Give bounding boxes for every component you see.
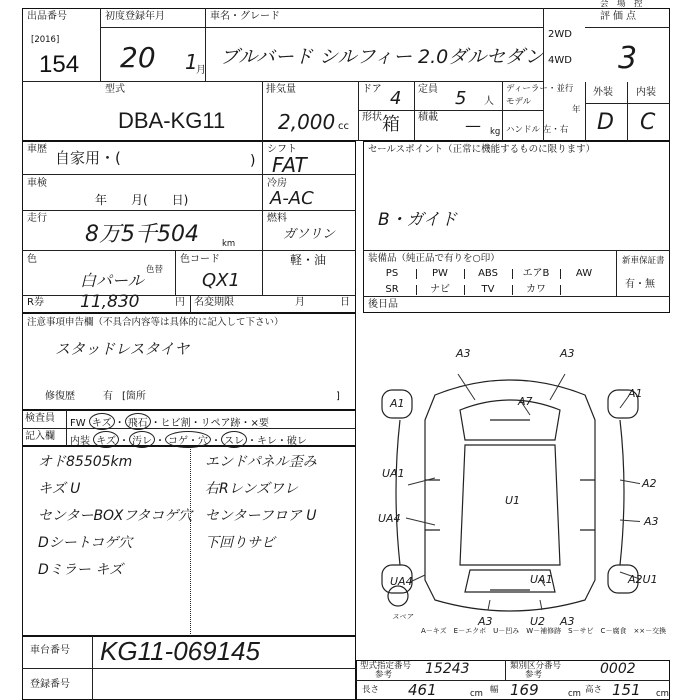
inspector-label-2: 記入欄 — [25, 431, 55, 442]
damage-label-spare: スペア — [392, 613, 413, 621]
recycle-label: R券 — [27, 297, 44, 308]
displacement-unit: cc — [338, 121, 349, 132]
int-tear: キレ・破レ — [257, 436, 307, 447]
capacity-value: 5 — [455, 88, 467, 109]
interior-value: C — [640, 110, 656, 135]
int-scratch: キズ — [93, 431, 119, 448]
remark-right-item: センターフロア U — [205, 508, 317, 524]
title-transfer-day: 日 — [340, 297, 350, 308]
width-unit: cm — [568, 689, 581, 699]
chassis-value: KG11-069145 — [100, 636, 260, 666]
damage-label-left-mid: UA1 — [382, 467, 405, 480]
inspector-row-1: FW キズ ・ 飛石 ・ヒビ割・リペア跡・×要 — [70, 413, 269, 430]
model-year-unit: 年 — [572, 105, 581, 115]
dealer-label: ディーラー・並行 — [506, 84, 574, 94]
displacement-label: 排気量 — [266, 84, 296, 95]
color-tone-label: 色替 — [146, 265, 164, 275]
fw-scratch: キズ — [89, 413, 115, 430]
repair-close: ] — [336, 391, 340, 402]
title-transfer-label: 名変期限 — [194, 297, 234, 308]
doors-label: ドア — [362, 84, 382, 95]
color-code-label: 色コード — [180, 254, 220, 265]
fw-label: FW — [70, 418, 86, 429]
equipment-item: PW — [416, 269, 465, 279]
damage-label-right-mid: A2 — [642, 477, 657, 490]
first-reg-year: 20 — [120, 41, 156, 74]
damage-label-right-bottom: A2U1 — [628, 573, 658, 586]
equipment-item: AW — [575, 268, 593, 279]
height-label: 高さ — [585, 685, 603, 695]
color-label: 色 — [27, 254, 37, 265]
color-code-value: QX1 — [202, 270, 240, 291]
equipment-item: PS — [368, 269, 417, 279]
shift-label: シフト — [267, 144, 297, 155]
height-value: 151 — [612, 681, 641, 699]
width-label: 幅 — [490, 685, 499, 695]
model-year-label: モデル — [506, 97, 532, 107]
equipment-item: TV — [464, 285, 513, 295]
model-value: DBA-KG11 — [118, 108, 226, 133]
designation-ref: 参考 — [375, 670, 393, 680]
damage-label-left-lower: UA4 — [378, 512, 401, 525]
model-label: 型式 — [105, 84, 125, 95]
load-unit: kg — [490, 127, 501, 137]
damage-label-roof: A7 — [518, 395, 533, 408]
mileage-value: 8万5千504 — [85, 222, 199, 247]
remark-right-item: 下回りサビ — [205, 535, 275, 551]
load-value: — — [465, 116, 481, 135]
warranty-label: 新車保証書 — [622, 256, 665, 266]
damage-label-bottom-right: A3 — [560, 615, 575, 628]
equipment-item: ナビ — [416, 285, 465, 295]
remark-right-item: エンドパネル歪み — [205, 454, 317, 470]
lot-number: 154 — [39, 51, 80, 78]
selling-points-value: B・ガイド — [378, 210, 458, 230]
interior-label: 内装 — [636, 87, 656, 98]
history-close: ) — [250, 153, 256, 169]
damage-label-top-right: A3 — [560, 347, 575, 360]
damage-label-top-left: A3 — [456, 347, 471, 360]
title-transfer-month: 月 — [295, 297, 305, 308]
ac-value: A-AC — [270, 188, 314, 209]
fuel-value: ガソリン — [283, 227, 336, 242]
repair-opt: 有 — [103, 391, 113, 402]
damage-label-center: U1 — [505, 494, 521, 507]
first-reg-month: 1 — [185, 50, 198, 74]
exterior-label: 外装 — [593, 87, 613, 98]
length-unit: cm — [470, 689, 483, 699]
damage-label-bottom-left: A3 — [478, 615, 493, 628]
inspector-label-1: 検査員 — [25, 413, 55, 424]
damage-label-right-lower: A3 — [644, 515, 659, 528]
capacity-unit: 人 — [484, 96, 494, 107]
history-value: 自家用・( — [55, 149, 121, 167]
notes-value: スタッドレスタイヤ — [55, 340, 190, 358]
displacement-value: 2,000 — [278, 110, 336, 134]
remark-right-item: 右Rレンズワレ — [205, 481, 298, 497]
notes-label: 注意事項申告欄（不具合内容等は具体的に記入して下さい） — [27, 317, 284, 328]
exterior-value: D — [597, 110, 614, 135]
fw-crack: ヒビ割 — [160, 418, 191, 429]
lot-label: 出品番号 — [27, 11, 67, 22]
score-label: 評価点 — [600, 11, 639, 22]
designation-label: 型式指定番号 — [360, 661, 412, 671]
recycle-unit: 円 — [175, 297, 185, 308]
load-label: 積載 — [418, 112, 438, 123]
recycle-value: 11,830 — [80, 292, 140, 312]
remark-left-item: Dミラー キズ — [38, 562, 123, 578]
designation-value: 15243 — [425, 661, 470, 677]
repair-label: 修復歴 — [45, 391, 75, 402]
registration-label: 登録番号 — [30, 679, 70, 690]
inspection-label: 車検 — [27, 178, 47, 189]
equipment-item: カワ — [512, 285, 561, 295]
shape-value: 箱 — [382, 114, 400, 135]
repair-place: [箇所 — [122, 391, 146, 402]
legend: A－キズ E－エクボ U－凹み W－補修跡 S－サビ C－腐食 ××－交換 — [421, 627, 667, 635]
fuel-opt2: 軽・油 — [290, 253, 327, 267]
ac-label: 冷房 — [267, 178, 287, 189]
equipment-item: SR — [368, 285, 417, 295]
remark-left-item: センターBOXフタコゲ穴 — [38, 508, 193, 524]
mileage-label: 走行 — [27, 213, 47, 224]
fuel-label: 燃料 — [267, 213, 287, 224]
equipment-item: ABS — [464, 269, 513, 279]
chassis-label: 車台番号 — [30, 645, 70, 656]
category-ref: 参考 — [525, 670, 543, 680]
damage-label-bottom-mid: U2 — [530, 615, 546, 628]
damage-label-left-bottom: UA4 — [390, 575, 413, 588]
remark-left-item: オド85505km — [38, 454, 133, 470]
first-reg-month-unit: 月 — [196, 65, 206, 76]
damage-label-left-top: A1 — [390, 397, 405, 410]
damage-label-rear-center: UA1 — [530, 573, 553, 586]
doors-value: 4 — [390, 88, 402, 109]
handle-label: ハンドル 左・右 — [506, 125, 569, 135]
score-value: 3 — [618, 41, 638, 76]
width-value: 169 — [510, 681, 539, 699]
drive-2wd: 2WD — [548, 29, 572, 40]
color-value: 白パール — [80, 271, 144, 290]
fw-chip: 飛石 — [125, 413, 151, 430]
int-stain: 汚レ — [129, 431, 155, 448]
first-reg-label: 初度登録年月 — [105, 11, 165, 22]
shape-label: 形状 — [362, 112, 382, 123]
int-label: 内装 — [70, 436, 90, 447]
after-delivery-label: 後日品 — [368, 299, 398, 310]
equipment-item: エアB — [512, 269, 561, 279]
drive-4wd: 4WD — [548, 55, 572, 66]
mileage-unit: km — [222, 239, 236, 249]
car-name-label: 車名・グレード — [210, 11, 280, 22]
remark-left-item: キズ U — [38, 481, 81, 497]
inspection-text: 年 月( 日) — [95, 193, 189, 207]
category-label: 類別区分番号 — [510, 661, 562, 671]
equipment-label: 装備品（純正品で有りを○印） — [368, 253, 500, 264]
capacity-label: 定員 — [418, 84, 438, 95]
damage-label-right-top: A1 — [628, 387, 643, 400]
shift-value: FAT — [272, 153, 307, 177]
height-unit: cm — [656, 689, 669, 699]
length-label: 長さ — [362, 685, 380, 695]
fw-required: ×要 — [250, 418, 269, 429]
history-label: 車歴 — [27, 144, 47, 155]
lot-year-tag: [2016] — [31, 35, 60, 45]
warranty-value: 有・無 — [625, 279, 655, 290]
selling-points-label: セールスポイント（正常に機能するものに限ります） — [368, 144, 596, 155]
int-wear: スレ — [221, 431, 247, 448]
inspector-row-2: 内装 キズ ・ 汚レ ・ コゲ・穴 ・ スレ ・キレ・破レ — [70, 431, 307, 448]
length-value: 461 — [408, 681, 437, 699]
int-burn: コゲ・穴 — [165, 431, 211, 448]
car-name-value: ブルバード シルフィー 2.0ダルセダン — [220, 46, 544, 68]
category-value: 0002 — [600, 661, 636, 677]
remark-left-item: Dシートコゲ穴 — [38, 535, 133, 551]
venue-stamp: 会 場 控 — [600, 0, 643, 9]
fw-repair: リペア跡 — [200, 418, 241, 429]
